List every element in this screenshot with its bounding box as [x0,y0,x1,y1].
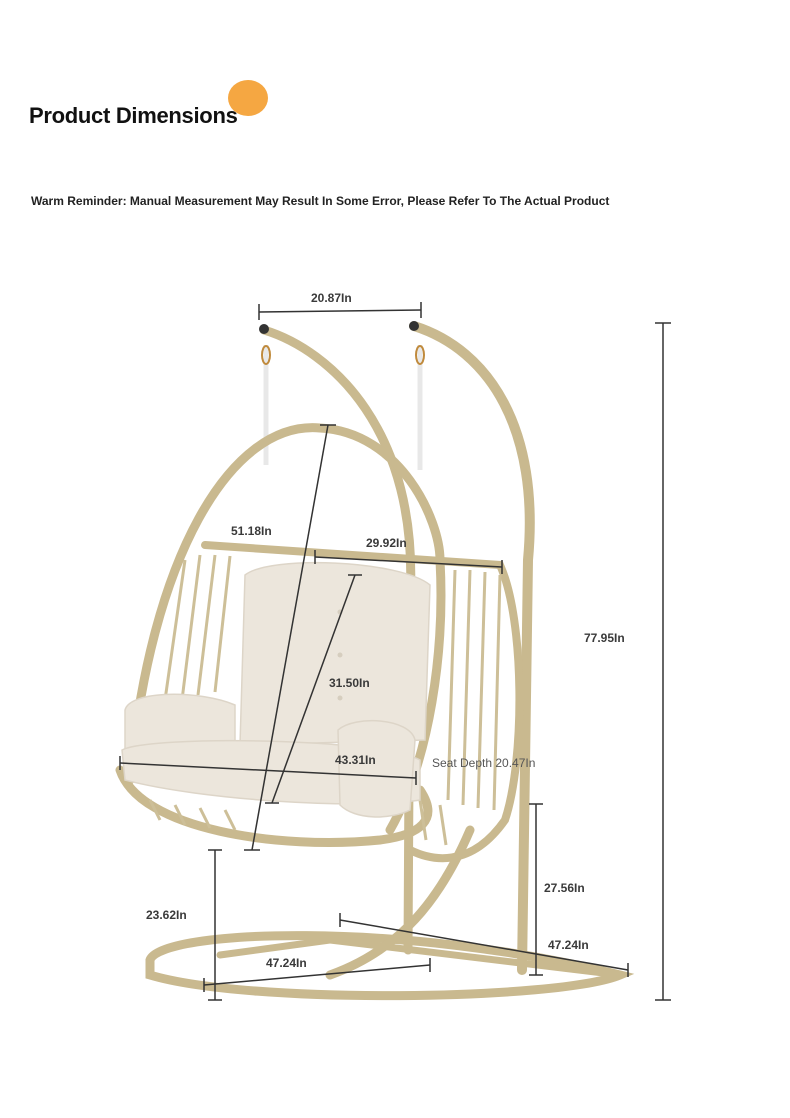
seat-depth-label: Seat Depth 20.47In [432,756,536,770]
base-depth-label: 47.24In [266,956,307,970]
seat-to-ground-label: 27.56In [544,881,585,895]
frame-end-caps [259,321,419,334]
total-height-label: 77.95In [584,631,625,645]
arch-height-label: 51.18In [231,524,272,538]
back-height-label: 31.50In [329,676,370,690]
page-title: Product Dimensions [29,103,238,128]
seat-width-label: 29.92In [366,536,407,550]
measurement-reminder: Warm Reminder: Manual Measurement May Result In Some Error, Please Refer To The Actual Product [31,194,610,208]
top-width-label: 20.87In [311,291,352,305]
base-width-label: 47.24In [548,938,589,952]
chair-width-label: 43.31In [335,753,376,767]
hanging-straps [266,345,420,470]
strap-hooks [262,346,424,364]
base-height-label: 23.62In [146,908,187,922]
